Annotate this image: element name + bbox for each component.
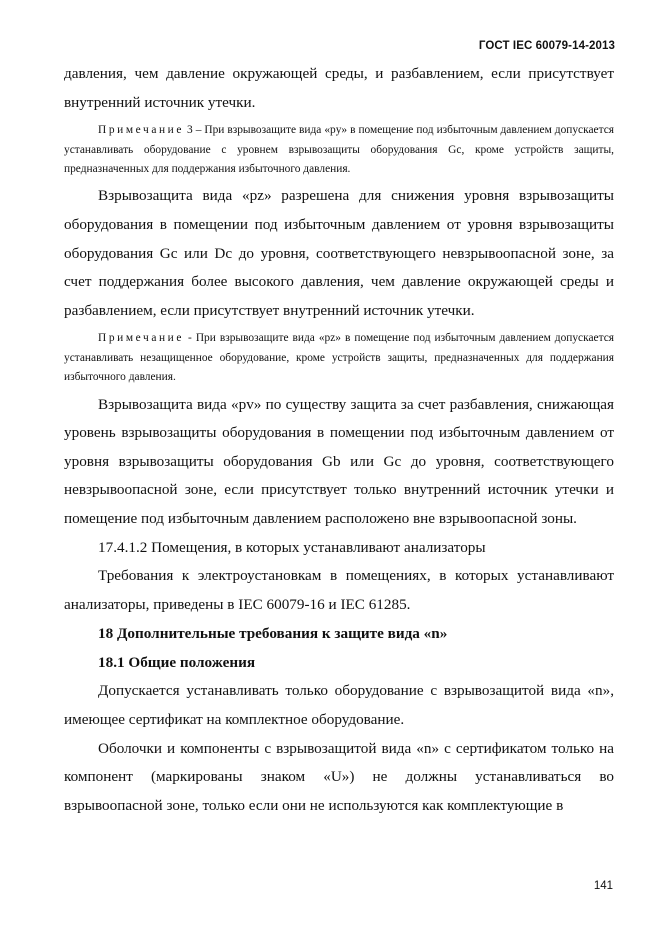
note-label: Примечание [98, 124, 185, 137]
note-pz [64, 329, 614, 387]
section-18-1-heading: 18.1 Общие положения [98, 654, 256, 672]
section-18-heading: 18 Дополнительные требования к защите вида «n» [98, 625, 448, 643]
note-label: Примечание [98, 332, 185, 345]
paragraph-n-certified: Допускается устанавливать только оборудование с взрывозащитой вида «n», имеющее сертификат на комплектное оборудование. [64, 682, 614, 728]
paragraph-analyzers: Требования к электроустановкам в помещениях, в которых устанавливают анализаторы, приведены в IEC 60079-16 и IEC 61285. [64, 567, 614, 613]
clause-17-4-1-2-title: 17.4.1.2 Помещения, в которых устанавливают анализаторы [98, 538, 486, 556]
note-text: - При взрывозащите вида «pz» в помещение под избыточным давлением допускается устанавливать незащищенное оборудование, кроме устройств защиты, предназначенных для поддержания избыточного давления. [64, 332, 614, 384]
paragraph-pz: Взрывозащита вида «pz» разрешена для снижения уровня взрывозащиты оборудования в помещении под избыточным давлением от уровня взрывозащиты оборудования Gc или Dc до уровня, соответствующего невзрывоопасной зоне, за счет поддержания более высокого давления, чем давление окружающей среды и разбавлением, если присутствует внутренний источник утечки. [64, 187, 614, 319]
document-header-code: ГОСТ IEC 60079-14-2013 [478, 40, 615, 52]
paragraph-pv: Взрывозащита вида «pv» по существу защита за счет разбавления, снижающая уровень взрывозащиты оборудования в помещении под избыточным давлением от уровня взрывозащиты оборудования Gb или Gc до уровня, соответствующего невзрывоопасной зоне, если присутствует только внутренний источник утечки и помещение под избыточным давлением расположено вне взрывоопасной зоны. [64, 395, 614, 527]
note-text: 3 – При взрывозащите вида «py» в помещение под избыточным давлением допускается устанавливать оборудование с уровнем взрывозащиты оборудования Gc, кроме устройств защиты, предназначенных для поддержания избыточного давления. [64, 124, 614, 175]
page-body [64, 60, 614, 820]
page-number: 141 [593, 880, 613, 892]
paragraph-n-components: Оболочки и компоненты с взрывозащитой вида «n» с сертификатом только на компонент (маркированы знаком «U») не должны устанавливаться во взрывоопасной зоне, только если они не используются как комплектующие в [64, 739, 614, 814]
paragraph-pressure-continuation: давления, чем давление окружающей среды, и разбавлением, если присутствует внутренний источник утечки. [64, 65, 614, 111]
note-3 [64, 121, 614, 179]
